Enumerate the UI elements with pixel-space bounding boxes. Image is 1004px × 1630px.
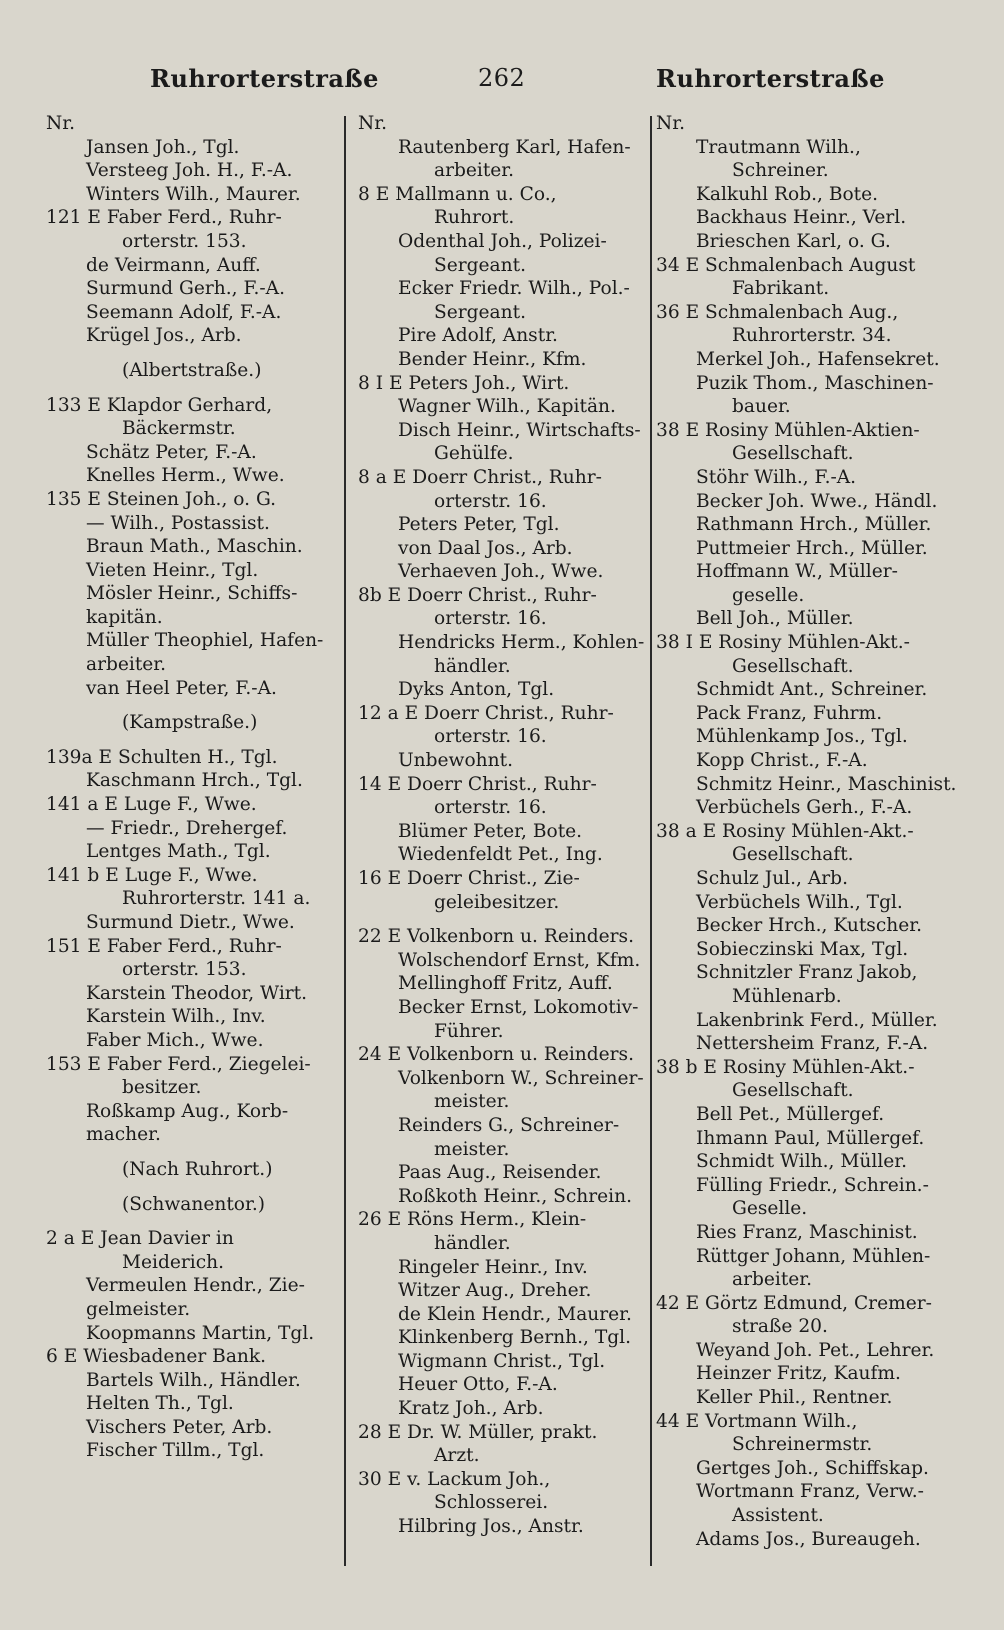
directory-line: geselle.: [732, 584, 805, 606]
directory-line: 34 E Schmalenbach August: [656, 254, 916, 276]
directory-line: Meiderich.: [122, 1251, 225, 1273]
directory-line: Schätz Peter, F.-A.: [86, 441, 257, 463]
directory-line: 8b E Doerr Christ., Ruhr-: [358, 584, 597, 606]
directory-line: Führer.: [434, 1020, 504, 1042]
directory-line: straße 20.: [732, 1316, 828, 1338]
directory-line: Unbewohnt.: [398, 750, 513, 772]
directory-line: Schreinermstr.: [732, 1434, 873, 1456]
directory-line: Fülling Friedr., Schrein.-: [696, 1174, 929, 1196]
directory-line: Wortmann Franz, Verw.-: [696, 1481, 924, 1503]
directory-line: Verbüchels Gerh., F.-A.: [696, 797, 913, 819]
directory-line: Schnitzler Franz Jakob,: [696, 962, 918, 984]
directory-line: Peters Peter, Tgl.: [398, 514, 560, 536]
directory-line: Bell Pet., Müllergef.: [696, 1103, 885, 1125]
directory-line: Gehülfe.: [434, 443, 514, 465]
directory-line: Roßkamp Aug., Korb-: [86, 1100, 289, 1122]
directory-line: Bender Heinr., Kfm.: [398, 348, 587, 370]
directory-line: Faber Mich., Wwe.: [86, 1029, 264, 1051]
directory-line: arbeiter.: [732, 1269, 813, 1291]
directory-line: 141 a E Luge F., Wwe.: [46, 794, 257, 816]
directory-line: Becker Hrch., Kutscher.: [696, 915, 922, 937]
column-label: Nr.: [656, 113, 686, 134]
directory-line: Klinkenberg Bernh., Tgl.: [398, 1327, 632, 1349]
directory-line: Puzik Thom., Maschinen-: [696, 372, 934, 394]
directory-line: orterstr. 16.: [434, 608, 547, 630]
directory-line: Schulz Jul., Arb.: [696, 868, 848, 889]
directory-line: (Kampstraße.): [122, 712, 258, 734]
directory-line: Volkenborn W., Schreiner-: [398, 1067, 644, 1089]
directory-line: de Klein Hendr., Maurer.: [398, 1303, 632, 1325]
directory-line: Merkel Joh., Hafensekret.: [696, 348, 940, 370]
directory-line: Helten Th., Tgl.: [86, 1393, 234, 1415]
directory-line: 14 E Doerr Christ., Ruhr-: [358, 773, 597, 795]
directory-line: Gesellschaft.: [732, 655, 854, 677]
directory-line: Surmund Dietr., Wwe.: [86, 912, 295, 933]
directory-line: Pire Adolf, Anstr.: [398, 325, 558, 347]
directory-line: 8 I E Peters Joh., Wirt.: [358, 372, 570, 394]
directory-line: meister.: [434, 1091, 510, 1113]
directory-line: Rathmann Hrch., Müller.: [696, 514, 932, 536]
directory-line: Geselle.: [732, 1198, 808, 1220]
directory-line: Wigmann Christ., Tgl.: [398, 1350, 606, 1372]
directory-line: Versteeg Joh. H., F.-A.: [86, 160, 293, 182]
spacer: [46, 1147, 338, 1158]
spacer: [46, 348, 338, 359]
directory-line: Backhaus Heinr., Verl.: [696, 207, 907, 229]
directory-line: Keller Phil., Rentner.: [696, 1387, 893, 1409]
directory-line: Wagner Wilh., Kapitän.: [398, 396, 616, 418]
directory-line: Bäckermstr.: [122, 418, 236, 440]
directory-line: Kopp Christ., F.-A.: [696, 750, 868, 772]
running-head-left: Ruhrorterstraße: [150, 64, 379, 93]
directory-line: Vieten Heinr., Tgl.: [86, 559, 259, 581]
directory-line: Ecker Friedr. Wilh., Pol.-: [398, 278, 630, 300]
directory-line: Wiedenfeldt Pet., Ing.: [398, 844, 603, 866]
spacer: [46, 383, 338, 394]
directory-line: 121 E Faber Ferd., Ruhr-: [46, 207, 282, 229]
directory-line: Vischers Peter, Arb.: [86, 1416, 273, 1438]
directory-line: Gertges Joh., Schiffskap.: [696, 1457, 929, 1479]
directory-line: 139a E Schulten H., Tgl.: [46, 746, 278, 768]
directory-line: 38 I E Rosiny Mühlen-Akt.-: [656, 632, 910, 654]
directory-line: 38 b E Rosiny Mühlen-Akt.-: [656, 1056, 915, 1078]
directory-line: 30 E v. Lackum Joh.,: [358, 1468, 551, 1490]
directory-line: 42 E Görtz Edmund, Cremer-: [656, 1292, 932, 1314]
directory-line: Mösler Heinr., Schiffs-: [86, 583, 298, 605]
directory-line: 8 E Mallmann u. Co.,: [358, 183, 557, 205]
directory-line: Sobieczinski Max, Tgl.: [696, 938, 909, 960]
directory-line: bauer.: [732, 396, 791, 418]
directory-line: kapitän.: [86, 606, 163, 628]
directory-line: Gesellschaft.: [732, 443, 854, 465]
directory-line: geleibesitzer.: [434, 891, 560, 913]
directory-line: Kratz Joh., Arb.: [398, 1398, 544, 1420]
directory-line: Lentges Math., Tgl.: [86, 841, 271, 863]
spacer: [46, 1182, 338, 1193]
directory-line: 22 E Volkenborn u. Reinders.: [358, 926, 635, 948]
directory-line: orterstr. 153.: [122, 959, 247, 981]
directory-line: — Wilh., Postassist.: [86, 512, 270, 534]
directory-line: Becker Joh. Wwe., Händl.: [696, 490, 938, 512]
directory-line: 6 E Wiesbadener Bank.: [46, 1346, 267, 1368]
directory-line: 141 b E Luge F., Wwe.: [46, 864, 258, 886]
directory-line: Weyand Joh. Pet., Lehrer.: [696, 1339, 935, 1361]
directory-line: Seemann Adolf, F.-A.: [86, 301, 282, 323]
directory-line: Reinders G., Schreiner-: [398, 1114, 620, 1136]
column-label: Nr.: [358, 113, 388, 134]
directory-line: Dyks Anton, Tgl.: [398, 679, 555, 701]
directory-line: 133 E Klapdor Gerhard,: [46, 394, 273, 416]
directory-line: macher.: [86, 1124, 161, 1146]
directory-line: Paas Aug., Reisender.: [398, 1162, 602, 1184]
directory-line: händler.: [434, 1232, 511, 1254]
directory-line: Gesellschaft.: [732, 844, 854, 866]
directory-line: Braun Math., Maschin.: [86, 536, 303, 558]
column-label: Nr.: [46, 113, 76, 134]
directory-line: Müller Theophiel, Hafen-: [86, 630, 324, 652]
directory-line: Hilbring Jos., Anstr.: [398, 1516, 584, 1538]
column-2: [358, 112, 654, 1539]
column-1: [46, 112, 338, 1463]
directory-line: Sergeant.: [434, 301, 526, 323]
directory-line: Mühlenkamp Jos., Tgl.: [696, 726, 908, 748]
directory-line: Surmund Gerh., F.-A.: [86, 278, 285, 300]
spacer: [46, 735, 338, 746]
directory-line: Jansen Joh., Tgl.: [86, 136, 240, 158]
directory-line: (Schwanentor.): [122, 1193, 266, 1215]
directory-line: 38 E Rosiny Mühlen-Aktien-: [656, 419, 920, 441]
directory-line: 28 E Dr. W. Müller, prakt.: [358, 1421, 598, 1443]
directory-line: 8 a E Doerr Christ., Ruhr-: [358, 466, 602, 488]
directory-line: Fabrikant.: [732, 278, 830, 300]
spacer: [358, 914, 654, 925]
directory-line: Ihmann Paul, Müllergef.: [696, 1127, 925, 1149]
directory-line: Stöhr Wilh., F.-A.: [696, 466, 857, 488]
directory-line: 135 E Steinen Joh., o. G.: [46, 488, 277, 510]
directory-line: Nettersheim Franz, F.-A.: [696, 1033, 929, 1055]
directory-line: von Daal Jos., Arb.: [398, 537, 573, 559]
directory-line: 36 E Schmalenbach Aug.,: [656, 301, 899, 323]
directory-line: Schreiner.: [732, 160, 829, 182]
directory-line: Ruhrort.: [434, 207, 515, 229]
directory-line: (Nach Ruhrort.): [122, 1158, 273, 1180]
directory-line: Ringeler Heinr., Inv.: [398, 1256, 588, 1278]
directory-line: Becker Ernst, Lokomotiv-: [398, 996, 639, 1018]
directory-line: meister.: [434, 1138, 510, 1160]
directory-line: Wolschendorf Ernst, Kfm.: [398, 949, 641, 971]
directory-line: gelmeister.: [86, 1298, 191, 1320]
directory-line: Hendricks Herm., Kohlen-: [398, 632, 645, 654]
directory-line: Karstein Theodor, Wirt.: [86, 982, 308, 1004]
directory-line: orterstr. 153.: [122, 230, 247, 252]
directory-line: Heuer Otto, F.-A.: [398, 1374, 558, 1396]
directory-line: Ries Franz, Maschinist.: [696, 1221, 918, 1243]
directory-line: Krügel Jos., Arb.: [86, 325, 242, 347]
directory-line: 38 a E Rosiny Mühlen-Akt.-: [656, 820, 914, 842]
directory-line: Mühlenarb.: [732, 985, 842, 1007]
directory-line: Trautmann Wilh.,: [696, 136, 861, 158]
directory-line: Kaschmann Hrch., Tgl.: [86, 770, 303, 792]
spacer: [46, 1216, 338, 1227]
running-head-right: Ruhrorterstraße: [656, 64, 885, 93]
spacer: [46, 700, 338, 711]
directory-line: Karstein Wilh., Inv.: [86, 1006, 266, 1028]
directory-line: Ruhrorterstr. 34.: [732, 325, 892, 347]
directory-line: 16 E Doerr Christ., Zie-: [358, 868, 580, 889]
column-3: [656, 112, 956, 1551]
directory-line: orterstr. 16.: [434, 726, 547, 748]
directory-line: 153 E Faber Ferd., Ziegelei-: [46, 1053, 311, 1075]
directory-line: Odenthal Joh., Polizei-: [398, 230, 607, 252]
directory-line: van Heel Peter, F.-A.: [86, 677, 277, 699]
directory-line: Knelles Herm., Wwe.: [86, 465, 285, 487]
directory-line: 44 E Vortmann Wilh.,: [656, 1410, 858, 1432]
directory-line: 151 E Faber Ferd., Ruhr-: [46, 935, 282, 957]
directory-line: Heinzer Fritz, Kaufm.: [696, 1363, 901, 1385]
directory-line: Koopmanns Martin, Tgl.: [86, 1322, 315, 1344]
directory-line: Assistent.: [732, 1505, 824, 1527]
directory-line: Arzt.: [434, 1445, 480, 1467]
directory-line: Schmidt Wilh., Müller.: [696, 1151, 908, 1173]
directory-line: Gesellschaft.: [732, 1080, 854, 1102]
directory-line: 12 a E Doerr Christ., Ruhr-: [358, 702, 614, 724]
directory-line: Witzer Aug., Dreher.: [398, 1280, 592, 1302]
directory-line: Lakenbrink Ferd., Müller.: [696, 1009, 938, 1031]
directory-line: arbeiter.: [434, 160, 515, 182]
directory-line: Ruhrorterstr. 141 a.: [122, 888, 311, 910]
directory-line: händler.: [434, 655, 511, 677]
directory-line: Bartels Wilh., Händler.: [86, 1369, 301, 1391]
directory-line: 2 a E Jean Davier in: [46, 1228, 234, 1250]
directory-line: — Friedr., Drehergef.: [86, 817, 288, 839]
page-number: 262: [478, 64, 526, 92]
directory-line: Pack Franz, Fuhrm.: [696, 702, 883, 724]
directory-line: Rüttger Johann, Mühlen-: [696, 1245, 931, 1267]
directory-line: Roßkoth Heinr., Schrein.: [398, 1185, 633, 1207]
directory-line: Mellinghoff Fritz, Auff.: [398, 973, 613, 995]
directory-line: Brieschen Karl, o. G.: [696, 230, 891, 252]
directory-line: 24 E Volkenborn u. Reinders.: [358, 1044, 635, 1066]
directory-line: Kalkuhl Rob., Bote.: [696, 183, 879, 205]
directory-line: Rautenberg Karl, Hafen-: [398, 136, 631, 158]
directory-line: 26 E Röns Herm., Klein-: [358, 1209, 587, 1231]
directory-line: Hoffmann W., Müller-: [696, 561, 898, 583]
directory-line: Disch Heinr., Wirtschafts-: [398, 419, 641, 441]
directory-line: Vermeulen Hendr., Zie-: [86, 1275, 305, 1297]
directory-line: de Veirmann, Auff.: [86, 254, 261, 276]
column-divider: [344, 116, 346, 1566]
directory-line: Verhaeven Joh., Wwe.: [398, 561, 604, 583]
directory-line: Blümer Peter, Bote.: [398, 820, 583, 842]
directory-line: orterstr. 16.: [434, 490, 547, 512]
directory-line: Schlosserei.: [434, 1492, 549, 1514]
directory-line: Adams Jos., Bureaugeh.: [696, 1528, 921, 1550]
directory-line: Sergeant.: [434, 254, 526, 276]
directory-line: Schmitz Heinr., Maschinist.: [696, 773, 956, 795]
directory-line: Schmidt Ant., Schreiner.: [696, 679, 928, 701]
directory-line: Winters Wilh., Maurer.: [86, 183, 301, 205]
directory-line: orterstr. 16.: [434, 797, 547, 819]
directory-line: Fischer Tillm., Tgl.: [86, 1440, 265, 1462]
directory-line: besitzer.: [122, 1077, 202, 1099]
directory-line: arbeiter.: [86, 654, 167, 676]
directory-line: Bell Joh., Müller.: [696, 608, 854, 630]
directory-line: Verbüchels Wilh., Tgl.: [696, 891, 903, 913]
directory-line: Puttmeier Hrch., Müller.: [696, 537, 928, 559]
directory-line: (Albertstraße.): [122, 359, 262, 381]
